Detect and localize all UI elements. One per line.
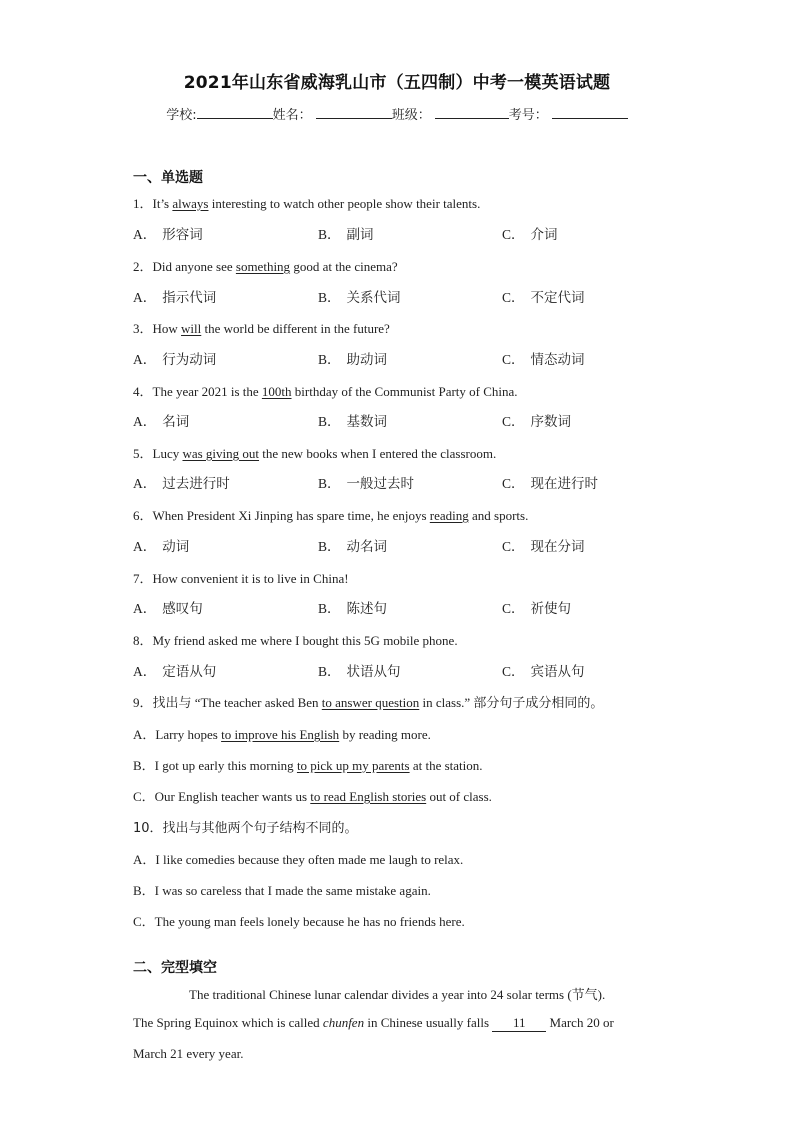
section-heading-single-choice: 一、单选题 (133, 170, 203, 186)
class-blank[interactable] (435, 106, 509, 119)
q4-option-c[interactable]: C． 序数词 (502, 414, 572, 430)
underlined-word: reading (429, 508, 469, 523)
underlined-word: always (172, 196, 209, 211)
name-blank[interactable] (316, 106, 392, 119)
student-info-line (0, 104, 794, 123)
q4-option-b[interactable]: B． 基数词 (318, 414, 388, 430)
underlined-phrase: to read English stories (310, 789, 427, 804)
q5-option-a[interactable]: A． 过去进行时 (133, 476, 230, 492)
school-label: 学校: (166, 108, 197, 123)
q6-option-b[interactable]: B． 动名词 (318, 539, 388, 555)
q6-option-c[interactable]: C． 现在分词 (502, 539, 585, 555)
question-8: 8．My friend asked me where I bought this 5G mobile phone. (133, 633, 458, 648)
q3-option-a[interactable]: A． 行为动词 (133, 352, 217, 368)
q7-option-a[interactable]: A． 感叹句 (133, 601, 203, 617)
passage-line-3: March 21 every year. (133, 1046, 244, 1061)
q5-option-b[interactable]: B． 一般过去时 (318, 476, 415, 492)
q8-option-a[interactable]: A． 定语从句 (133, 664, 217, 680)
q10-option-c[interactable]: C．The young man feels lonely because he has no friends here. (133, 914, 465, 929)
q5-option-c[interactable]: C． 现在进行时 (502, 476, 599, 492)
q3-option-b[interactable]: B． 助动词 (318, 352, 388, 368)
underlined-word: will (181, 321, 202, 336)
passage-line-1: The traditional Chinese lunar calendar divides a year into 24 solar terms (节气). (189, 987, 606, 1002)
question-7: 7．How convenient it is to live in China! (133, 571, 349, 586)
underlined-phrase: to improve his English (221, 727, 340, 742)
q10-option-b[interactable]: B．I was so careless that I made the same mistake again. (133, 883, 431, 898)
q2-option-c[interactable]: C． 不定代词 (502, 290, 585, 306)
question-10: 10．找出与其他两个句子结构不同的。 (133, 821, 358, 836)
question-5: 5．Lucy was giving out the new books when I entered the classroom. (133, 446, 497, 461)
q8-option-c[interactable]: C． 宾语从句 (502, 664, 585, 680)
exam-no-label: 考号： (508, 108, 548, 123)
q9-option-a[interactable]: A．Larry hopes to improve his English by reading more. (133, 727, 431, 742)
question-4: 4．The year 2021 is the 100th birthday of the Communist Party of China. (133, 384, 518, 399)
q9-option-b[interactable]: B．I got up early this morning to pick up my parents at the station. (133, 758, 483, 773)
question-2: 2．Did anyone see something good at the cinema? (133, 259, 398, 274)
q10-option-a[interactable]: A．I like comedies because they often made me laugh to relax. (133, 852, 464, 867)
underlined-word: something (235, 259, 291, 274)
underlined-word: 100th (261, 384, 292, 399)
exam-no-blank[interactable] (552, 106, 628, 119)
q7-option-b[interactable]: B． 陈述句 (318, 601, 388, 617)
q4-option-a[interactable]: A． 名词 (133, 414, 190, 430)
underlined-phrase: to pick up my parents (296, 758, 410, 773)
q1-option-c[interactable]: C． 介词 (502, 227, 558, 243)
question-9: 9．找出与 “The teacher asked Ben to answer question in class.” 部分句子成分相同的。 (133, 695, 604, 710)
q8-option-b[interactable]: B． 状语从句 (318, 664, 401, 680)
name-label: 姓名： (272, 108, 312, 123)
cloze-blank-11[interactable]: 11 (492, 1015, 546, 1032)
passage-line-2: The Spring Equinox which is called chunfen in Chinese usually falls 11 March 20 or (133, 1015, 614, 1030)
q7-option-c[interactable]: C． 祈使句 (502, 601, 572, 617)
school-blank[interactable] (197, 106, 273, 119)
q9-option-c[interactable]: C．Our English teacher wants us to read English stories out of class. (133, 789, 492, 804)
class-label: 班级： (391, 108, 431, 123)
q2-option-a[interactable]: A． 指示代词 (133, 290, 217, 306)
question-6: 6．When President Xi Jinping has spare time, he enjoys reading and sports. (133, 508, 529, 523)
page-title: 2021年山东省威海乳山市（五四制）中考一模英语试题 (183, 73, 611, 93)
underlined-word: was giving out (182, 446, 260, 461)
section-heading-cloze: 二、完型填空 (133, 960, 217, 976)
q1-option-b[interactable]: B． 副词 (318, 227, 374, 243)
q3-option-c[interactable]: C． 情态动词 (502, 352, 585, 368)
question-3: 3．How will the world be different in the future? (133, 321, 390, 336)
underlined-phrase: to answer question (321, 695, 420, 710)
question-1: 1．It’s always interesting to watch other people show their talents. (133, 196, 481, 211)
q6-option-a[interactable]: A． 动词 (133, 539, 190, 555)
q1-option-a[interactable]: A． 形容词 (133, 227, 203, 243)
q2-option-b[interactable]: B． 关系代词 (318, 290, 401, 306)
